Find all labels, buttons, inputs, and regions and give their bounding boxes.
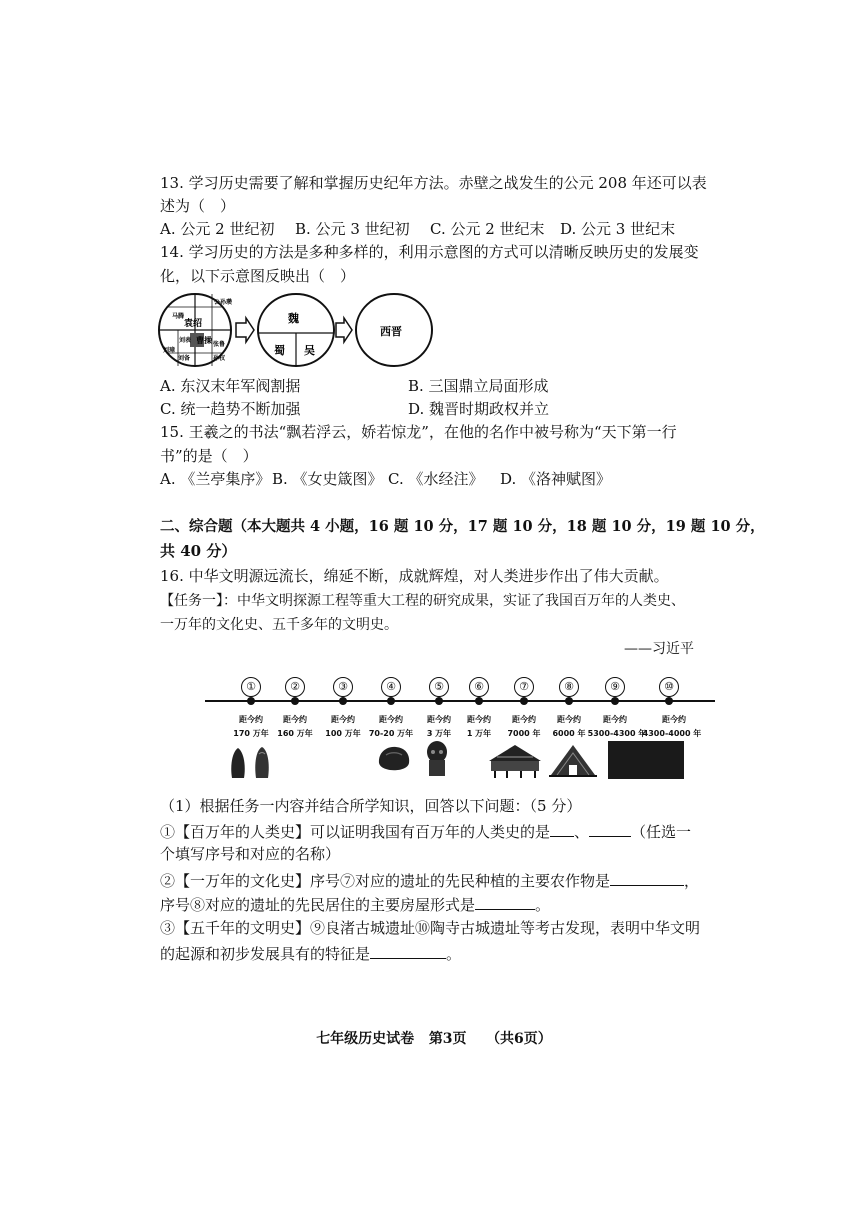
arrow-right-icon <box>336 318 352 342</box>
date-6: 1 万年 <box>466 729 492 738</box>
timeline-point <box>565 697 573 705</box>
date-8: 6000 年 <box>552 729 586 738</box>
q15-stem-line1: 15. 王羲之的书法“飘若浮云，娇若惊龙”，在他的名作中被号称为“天下第一行 <box>160 423 677 441</box>
date-9: 5300-4300 年 <box>587 729 647 738</box>
answer-blank-2a[interactable] <box>610 869 684 886</box>
marker-7: ⑦ <box>514 677 534 697</box>
marker-4: ④ <box>381 677 401 697</box>
page-footer <box>0 1028 868 1048</box>
ago-label-7: 距今约 <box>512 715 536 724</box>
warlord-sunquan: 孙权 <box>213 355 226 362</box>
footer-total-pages: （共6页） <box>486 1031 552 1047</box>
tooth-fossil-image <box>226 742 276 780</box>
q14-option-b: B. 三国鼎立局面形成 <box>408 377 549 395</box>
quote-attribution: ——习近平 <box>624 641 694 657</box>
warlord-gongsunzan: 公孙瓒 <box>214 299 233 306</box>
kingdom-wei: 魏 <box>288 312 299 325</box>
date-1: 170 万年 <box>233 729 269 738</box>
marker-8: ⑧ <box>559 677 579 697</box>
warlord-mateng: 马腾 <box>172 313 185 320</box>
arrow-right-icon <box>236 318 254 342</box>
q13-option-b: B. 公元 3 世纪初 <box>295 220 410 238</box>
answer-3-line1: ③【五千年的文明史】⑨良渚古城遗址⑩陶寺古城遗址等考古发现，表明中华文明 <box>160 919 701 937</box>
diagram-circle-three-kingdoms <box>258 294 334 366</box>
ago-label-5: 距今约 <box>427 715 451 724</box>
ago-label-1: 距今约 <box>239 715 263 724</box>
q15-option-a: A. 《兰亭集序》 <box>160 470 271 488</box>
marker-5: ⑤ <box>429 677 449 697</box>
date-4: 70-20 万年 <box>368 729 414 738</box>
stilt-house-image <box>487 741 543 779</box>
date-7: 7000 年 <box>507 729 541 738</box>
date-5: 3 万年 <box>426 729 452 738</box>
timeline-point <box>339 697 347 705</box>
answer-3-line2-text: 的起源和初步发展具有的特征是 <box>160 945 371 963</box>
q14-diagram <box>158 290 438 370</box>
warlord-liubiao: 刘表 <box>179 337 192 344</box>
answer-2-line2-punct: 。 <box>535 896 551 914</box>
skull-fossil-image <box>376 743 412 773</box>
answer-1-note: （任选一 <box>631 823 692 841</box>
ago-label-9: 距今约 <box>603 715 627 724</box>
answer-blank-3[interactable] <box>370 942 446 959</box>
marker-3: ③ <box>333 677 353 697</box>
timeline-point <box>665 697 673 705</box>
warlord-liuzhang: 刘璋 <box>163 347 176 354</box>
timeline-point <box>247 697 255 705</box>
answer-blank-2b[interactable] <box>475 893 535 910</box>
answer-1-separator: 、 <box>574 823 590 841</box>
q14-option-c: C. 统一趋势不断加强 <box>160 400 301 418</box>
answer-2-punct: ， <box>684 872 700 890</box>
footer-exam-title: 七年级历史试卷 <box>316 1031 415 1047</box>
q16-stem: 16. 中华文明源远流长，绵延不断，成就辉煌，对人类进步作出了伟大贡献。 <box>160 567 669 585</box>
answer-1-line2: 个填写序号和对应的名称） <box>160 845 341 863</box>
q13-option-c: C. 公元 2 世纪末 <box>430 220 545 238</box>
kingdom-wu: 吴 <box>304 344 315 357</box>
q15-option-c: C. 《水经注》 <box>388 470 484 488</box>
timeline-point <box>387 697 395 705</box>
date-3: 100 万年 <box>325 729 361 738</box>
timeline-point <box>291 697 299 705</box>
ago-label-10: 距今约 <box>662 715 686 724</box>
warlord-caocao: 曹操 <box>196 336 212 345</box>
answer-2-line1 <box>160 869 699 891</box>
dynasty-western-jin: 西晋 <box>380 325 402 338</box>
section2-heading: 二、综合题（本大题共 4 小题，16 题 10 分，17 题 10 分，18 题 10 分，19 题 10 分， <box>160 518 765 535</box>
q15-option-d: D. 《洛神赋图》 <box>500 470 612 488</box>
ago-label-8: 距今约 <box>557 715 581 724</box>
answer-1-line1 <box>160 820 691 842</box>
marker-6: ⑥ <box>469 677 489 697</box>
marker-9: ⑨ <box>605 677 625 697</box>
ago-label-2: 距今约 <box>283 715 307 724</box>
q13-stem-line2: 述为（ ） <box>160 197 236 215</box>
q13-option-d: D. 公元 3 世纪末 <box>560 220 676 238</box>
date-2: 160 万年 <box>277 729 313 738</box>
footer-page-number: 第3页 <box>428 1031 467 1047</box>
task1-quote-line2: 一万年的文化史、五千多年的文明史。 <box>160 617 398 633</box>
marker-10: ⑩ <box>659 677 679 697</box>
q14-option-d: D. 魏晋时期政权并立 <box>408 400 550 418</box>
q13-stem-line1: 13. 学习历史需要了解和掌握历史纪年方法。赤壁之战发生的公元 208 年还可以表 <box>160 174 707 192</box>
subquestion-1-stem: （1）根据任务一内容并结合所学知识，回答以下问题：（5 分） <box>160 797 582 815</box>
semi-subterranean-house-image <box>549 741 597 779</box>
q14-option-a: A. 东汉末年军阀割据 <box>160 377 301 395</box>
ago-label-3: 距今约 <box>331 715 355 724</box>
task1-quote-line1: 【任务一】：中华文明探源工程等重大工程的研究成果，实证了我国百万年的人类史、 <box>160 593 685 609</box>
ago-label-6: 距今约 <box>467 715 491 724</box>
answer-blank-1b[interactable] <box>589 820 631 837</box>
cave-man-skull-image <box>425 740 449 780</box>
warlord-yuanshao: 袁绍 <box>184 319 203 329</box>
timeline-axis <box>205 700 715 702</box>
ago-label-4: 距今约 <box>379 715 403 724</box>
warlord-zhanglu: 张鲁 <box>213 341 226 348</box>
diagram-circle-warlords <box>159 294 232 366</box>
q15-option-b: B. 《女史箴图》 <box>272 470 383 488</box>
timeline-point <box>435 697 443 705</box>
q14-stem-line2: 化，以下示意图反映出（ ） <box>160 267 356 285</box>
answer-3-line2-punct: 。 <box>446 945 462 963</box>
q15-stem-line2: 书”的是（ ） <box>160 447 258 465</box>
answer-2-line2-text: 序号⑧对应的遗址的先民居住的主要房屋形式是 <box>160 896 476 914</box>
q14-stem-line1: 14. 学习历史的方法是多种多样的，利用示意图的方式可以清晰反映历史的发展变 <box>160 243 699 261</box>
q13-option-a: A. 公元 2 世纪初 <box>160 220 275 238</box>
answer-3-line2 <box>160 942 461 964</box>
answer-2-line2 <box>160 893 550 915</box>
ancient-city-site-image <box>608 741 684 779</box>
timeline-point <box>520 697 528 705</box>
diagram-circle-western-jin <box>356 294 432 366</box>
answer-2-text: ②【一万年的文化史】序号⑦对应的遗址的先民种植的主要农作物是 <box>160 872 611 890</box>
timeline-point <box>475 697 483 705</box>
answer-1-text: ①【百万年的人类史】可以证明我国有百万年的人类史的是 <box>160 823 551 841</box>
timeline-point <box>611 697 619 705</box>
date-10: 4300-4000 年 <box>642 729 702 738</box>
section2-heading-line2: 共 40 分） <box>160 542 237 560</box>
marker-2: ② <box>285 677 305 697</box>
answer-blank-1a[interactable] <box>550 820 574 837</box>
kingdom-shu: 蜀 <box>274 344 285 357</box>
marker-1: ① <box>241 677 261 697</box>
warlord-liubei: 刘备 <box>178 355 191 362</box>
